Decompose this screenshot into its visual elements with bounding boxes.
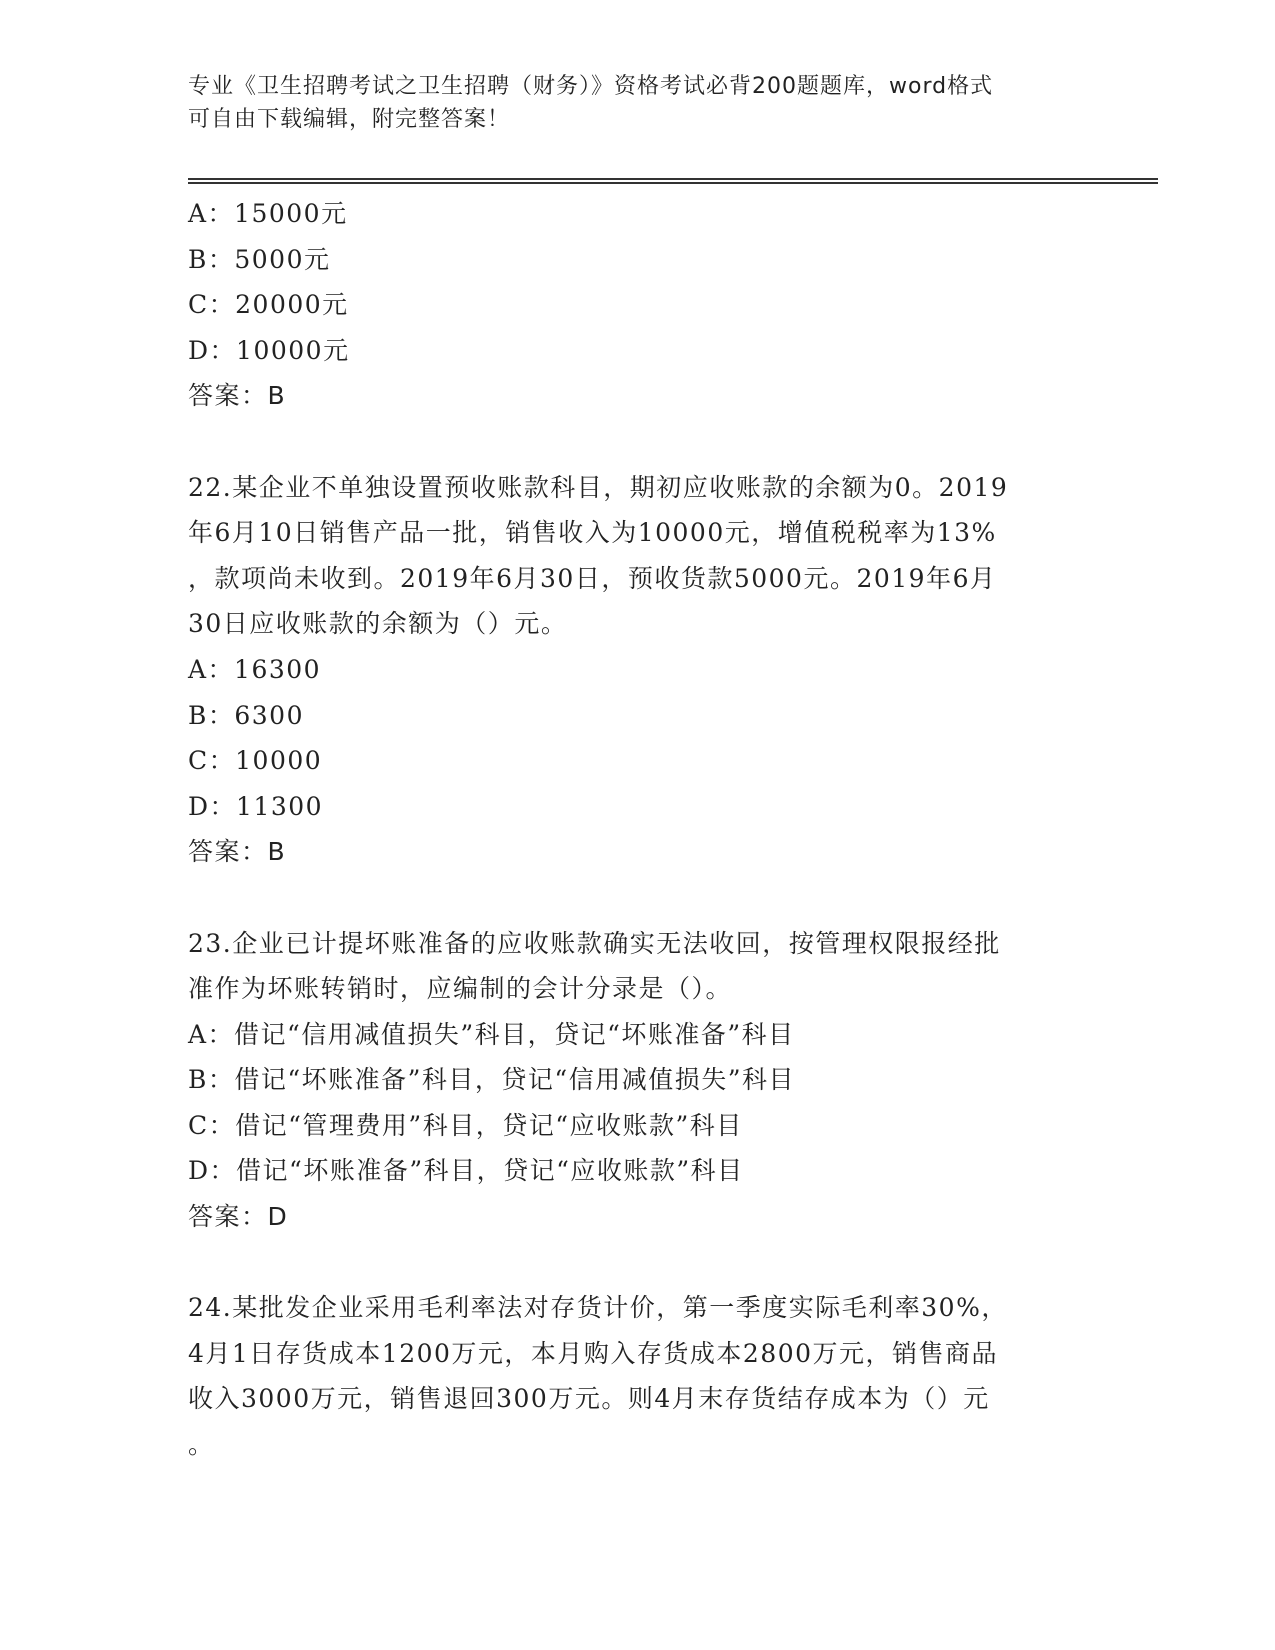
question-stem-line: ，款项尚未收到。2019年6月30日，预收货款5000元。2019年6月 xyxy=(188,563,997,593)
option-c: C：借记“管理费用”科目，贷记“应收账款”科目 xyxy=(188,1110,743,1140)
header-divider-bottom xyxy=(188,182,1158,184)
question-stem-line: 23.企业已计提坏账准备的应收账款确实无法收回，按管理权限报经批 xyxy=(188,928,1001,958)
question-stem-line: 22.某企业不单独设置预收账款科目，期初应收账款的余额为0。2019 xyxy=(188,472,1009,502)
option-c: C：20000元 xyxy=(188,290,349,320)
option-b: B：6300 xyxy=(188,700,304,730)
option-b: B：5000元 xyxy=(188,244,331,274)
option-a: A：16300 xyxy=(188,654,322,684)
question-stem-line: 4月1日存货成本1200万元，本月购入存货成本2800万元，销售商品 xyxy=(188,1338,999,1368)
question-list xyxy=(188,191,1108,1468)
question-stem-line: 30日应收账款的余额为（）元。 xyxy=(188,609,568,639)
answer-label: 答案：B xyxy=(188,381,287,411)
question-23 xyxy=(188,921,1108,1240)
question-22 xyxy=(188,465,1108,875)
option-d: D：借记“坏账准备”科目，贷记“应收账款”科目 xyxy=(188,1156,744,1186)
answer-label: 答案：B xyxy=(188,837,287,867)
option-c: C：10000 xyxy=(188,746,323,776)
header-line-2: 可自由下载编辑，附完整答案！ xyxy=(188,107,511,132)
answer-label: 答案：D xyxy=(188,1202,289,1232)
question-stem-line: 年6月10日销售产品一批，销售收入为10000元，增值税税率为13% xyxy=(188,518,997,548)
spacer xyxy=(188,419,1108,465)
option-b: B：借记“坏账准备”科目，贷记“信用减值损失”科目 xyxy=(188,1065,795,1095)
spacer xyxy=(188,1240,1108,1286)
spacer xyxy=(188,875,1108,921)
document-header xyxy=(188,70,1068,136)
question-stem-line: 收入3000万元，销售退回300万元。则4月末存货结存成本为（）元 xyxy=(188,1384,990,1414)
option-d: D：11300 xyxy=(188,791,324,821)
header-line-1: 专业《卫生招聘考试之卫生招聘（财务）》资格考试必背200题题库，word格式 xyxy=(188,74,994,99)
question-stem-line: 24.某批发企业采用毛利率法对存货计价，第一季度实际毛利率30%， xyxy=(188,1293,1008,1323)
option-a: A：15000元 xyxy=(188,199,348,228)
question-24 xyxy=(188,1285,1108,1467)
option-a: A：借记“信用减值损失”科目，贷记“坏账准备”科目 xyxy=(188,1019,795,1049)
question-21-continued xyxy=(188,191,1108,419)
header-divider-top xyxy=(188,178,1158,180)
option-d: D：10000元 xyxy=(188,335,350,365)
question-stem-line: 准作为坏账转销时，应编制的会计分录是（）。 xyxy=(188,974,733,1004)
question-stem-line: 。 xyxy=(188,1430,215,1460)
